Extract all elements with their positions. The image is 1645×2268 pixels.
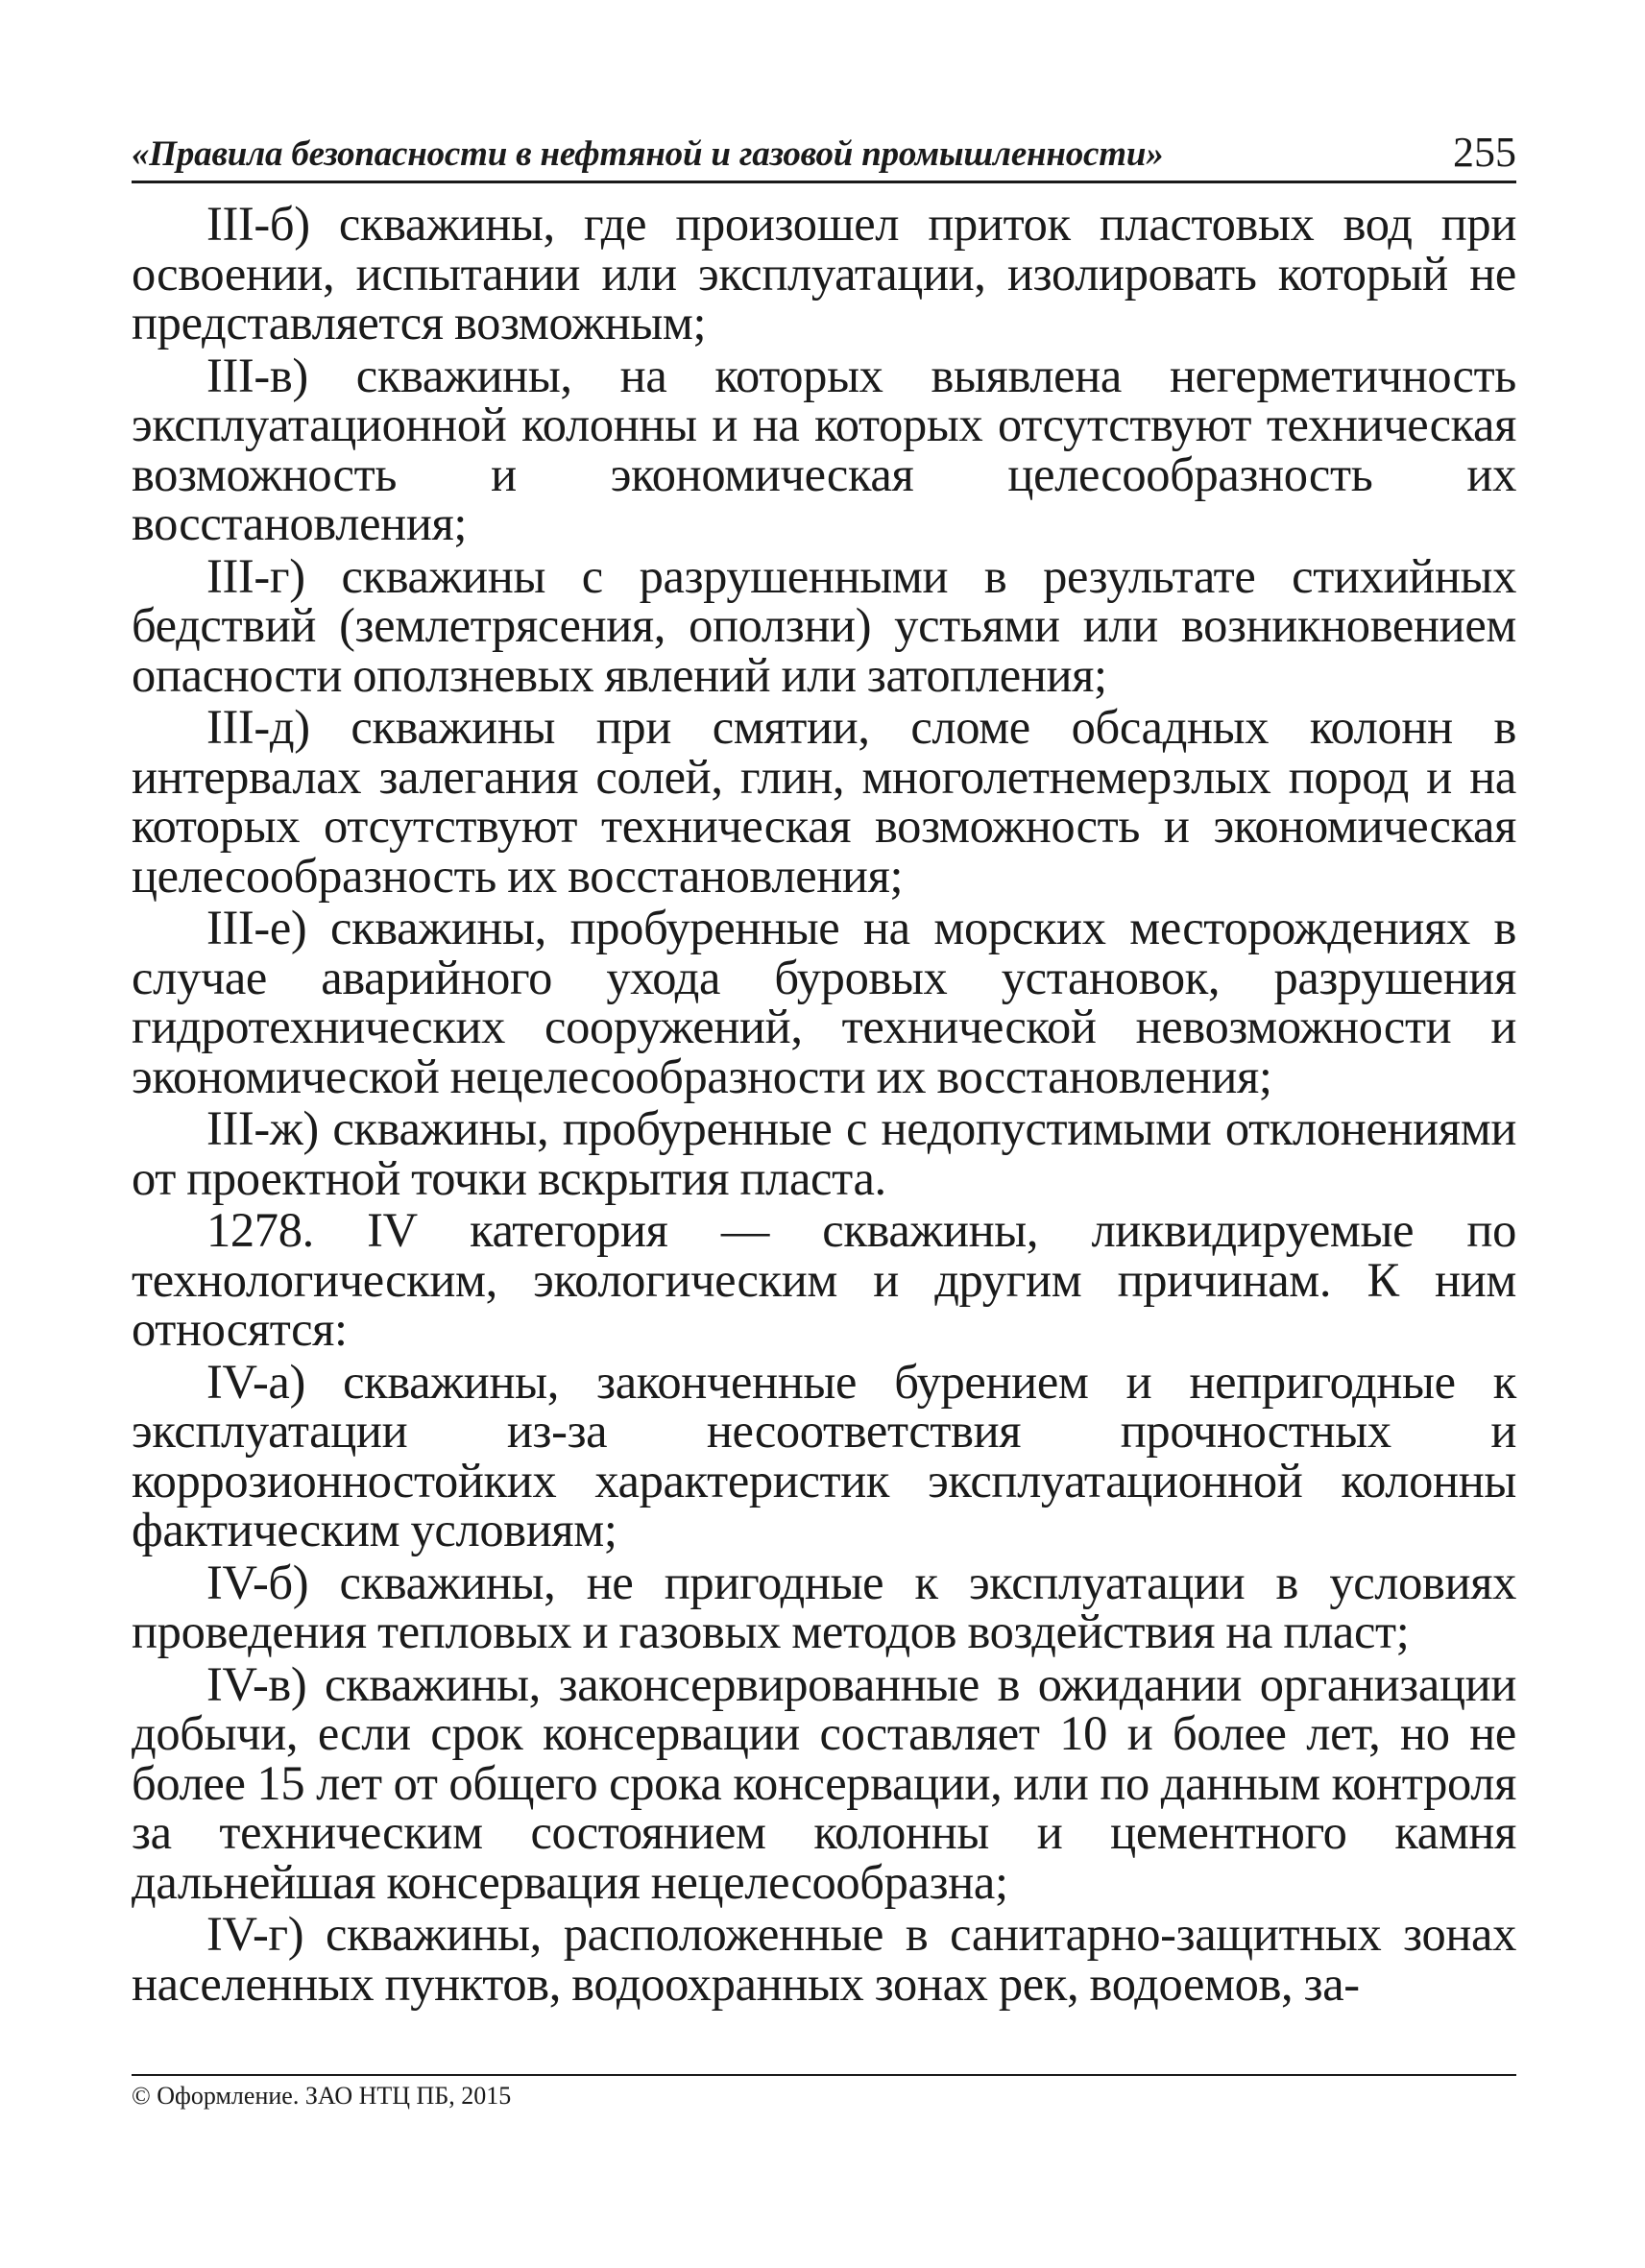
paragraph-1278: 1278. IV категория — скважины, ликвидируемые по технологическим, экологическим и другим причинам. К ним относятся:	[132, 1203, 1516, 1356]
footer-rule	[132, 2074, 1516, 2076]
copyright-footer: © Оформление. ЗАО НТЦ ПБ, 2015	[132, 2082, 512, 2110]
paragraph-iii-zh: III-ж) скважины, пробуренные с недопустимыми отклонениями от проектной точки вскрытия пласта.	[132, 1101, 1516, 1205]
paragraph-iv-v: IV-в) скважины, законсервированные в ожидании организации добычи, если срок консервации составляет 10 и более лет, но не более 15 лет от общего срока консервации, или по данным контроля за техническим состоянием колонны и цементного камня дальнейшая консервация нецелесообразна;	[132, 1656, 1516, 1909]
header-rule	[132, 181, 1516, 183]
paragraph-iii-v: III-в) скважины, на которых выявлена негерметичность эксплуатационной колонны и на которых отсутствуют техническая возможность и экономическая целесообразность их восстановления;	[132, 348, 1516, 550]
paragraph-iv-b: IV-б) скважины, не пригодные к эксплуатации в условиях проведения тепловых и газовых методов воздействия на пласт;	[132, 1555, 1516, 1658]
body-text	[132, 197, 1516, 2011]
header-title: «Правила безопасности в нефтяной и газовой промышленности»	[132, 134, 1164, 174]
paragraph-iii-e: III-е) скважины, пробуренные на морских месторождениях в случае аварийного ухода буровых установок, разрушения гидротехнических сооружений, технической невозможности и экономической нецелесообразности их восстановления;	[132, 901, 1516, 1103]
paragraph-iii-d: III-д) скважины при смятии, сломе обсадных колонн в интервалах залегания солей, глин, многолетнемерзлых пород и на которых отсутствуют техническая возможность и экономическая целесообразность их восстановления;	[132, 700, 1516, 903]
paragraph-iii-b: III-б) скважины, где произошел приток пластовых вод при освоении, испытании или эксплуатации, изолировать который не представляется возможным;	[132, 197, 1516, 350]
page-number: 255	[1453, 129, 1516, 176]
running-header	[132, 123, 1516, 181]
paragraph-iii-g: III-г) скважины с разрушенными в результате стихийных бедствий (землетрясения, оползни) устьями или возникновением опасности оползневых явлений или затопления;	[132, 548, 1516, 702]
paragraph-iv-g: IV-г) скважины, расположенные в санитарно-защитных зонах населенных пунктов, водоохранных зонах рек, водоемов, за-	[132, 1907, 1516, 2011]
paragraph-iv-a: IV-а) скважины, законченные бурением и непригодные к эксплуатации из-за несоответствия прочностных и коррозионностойких характеристик эксплуатационной колонны фактическим условиям;	[132, 1354, 1516, 1556]
